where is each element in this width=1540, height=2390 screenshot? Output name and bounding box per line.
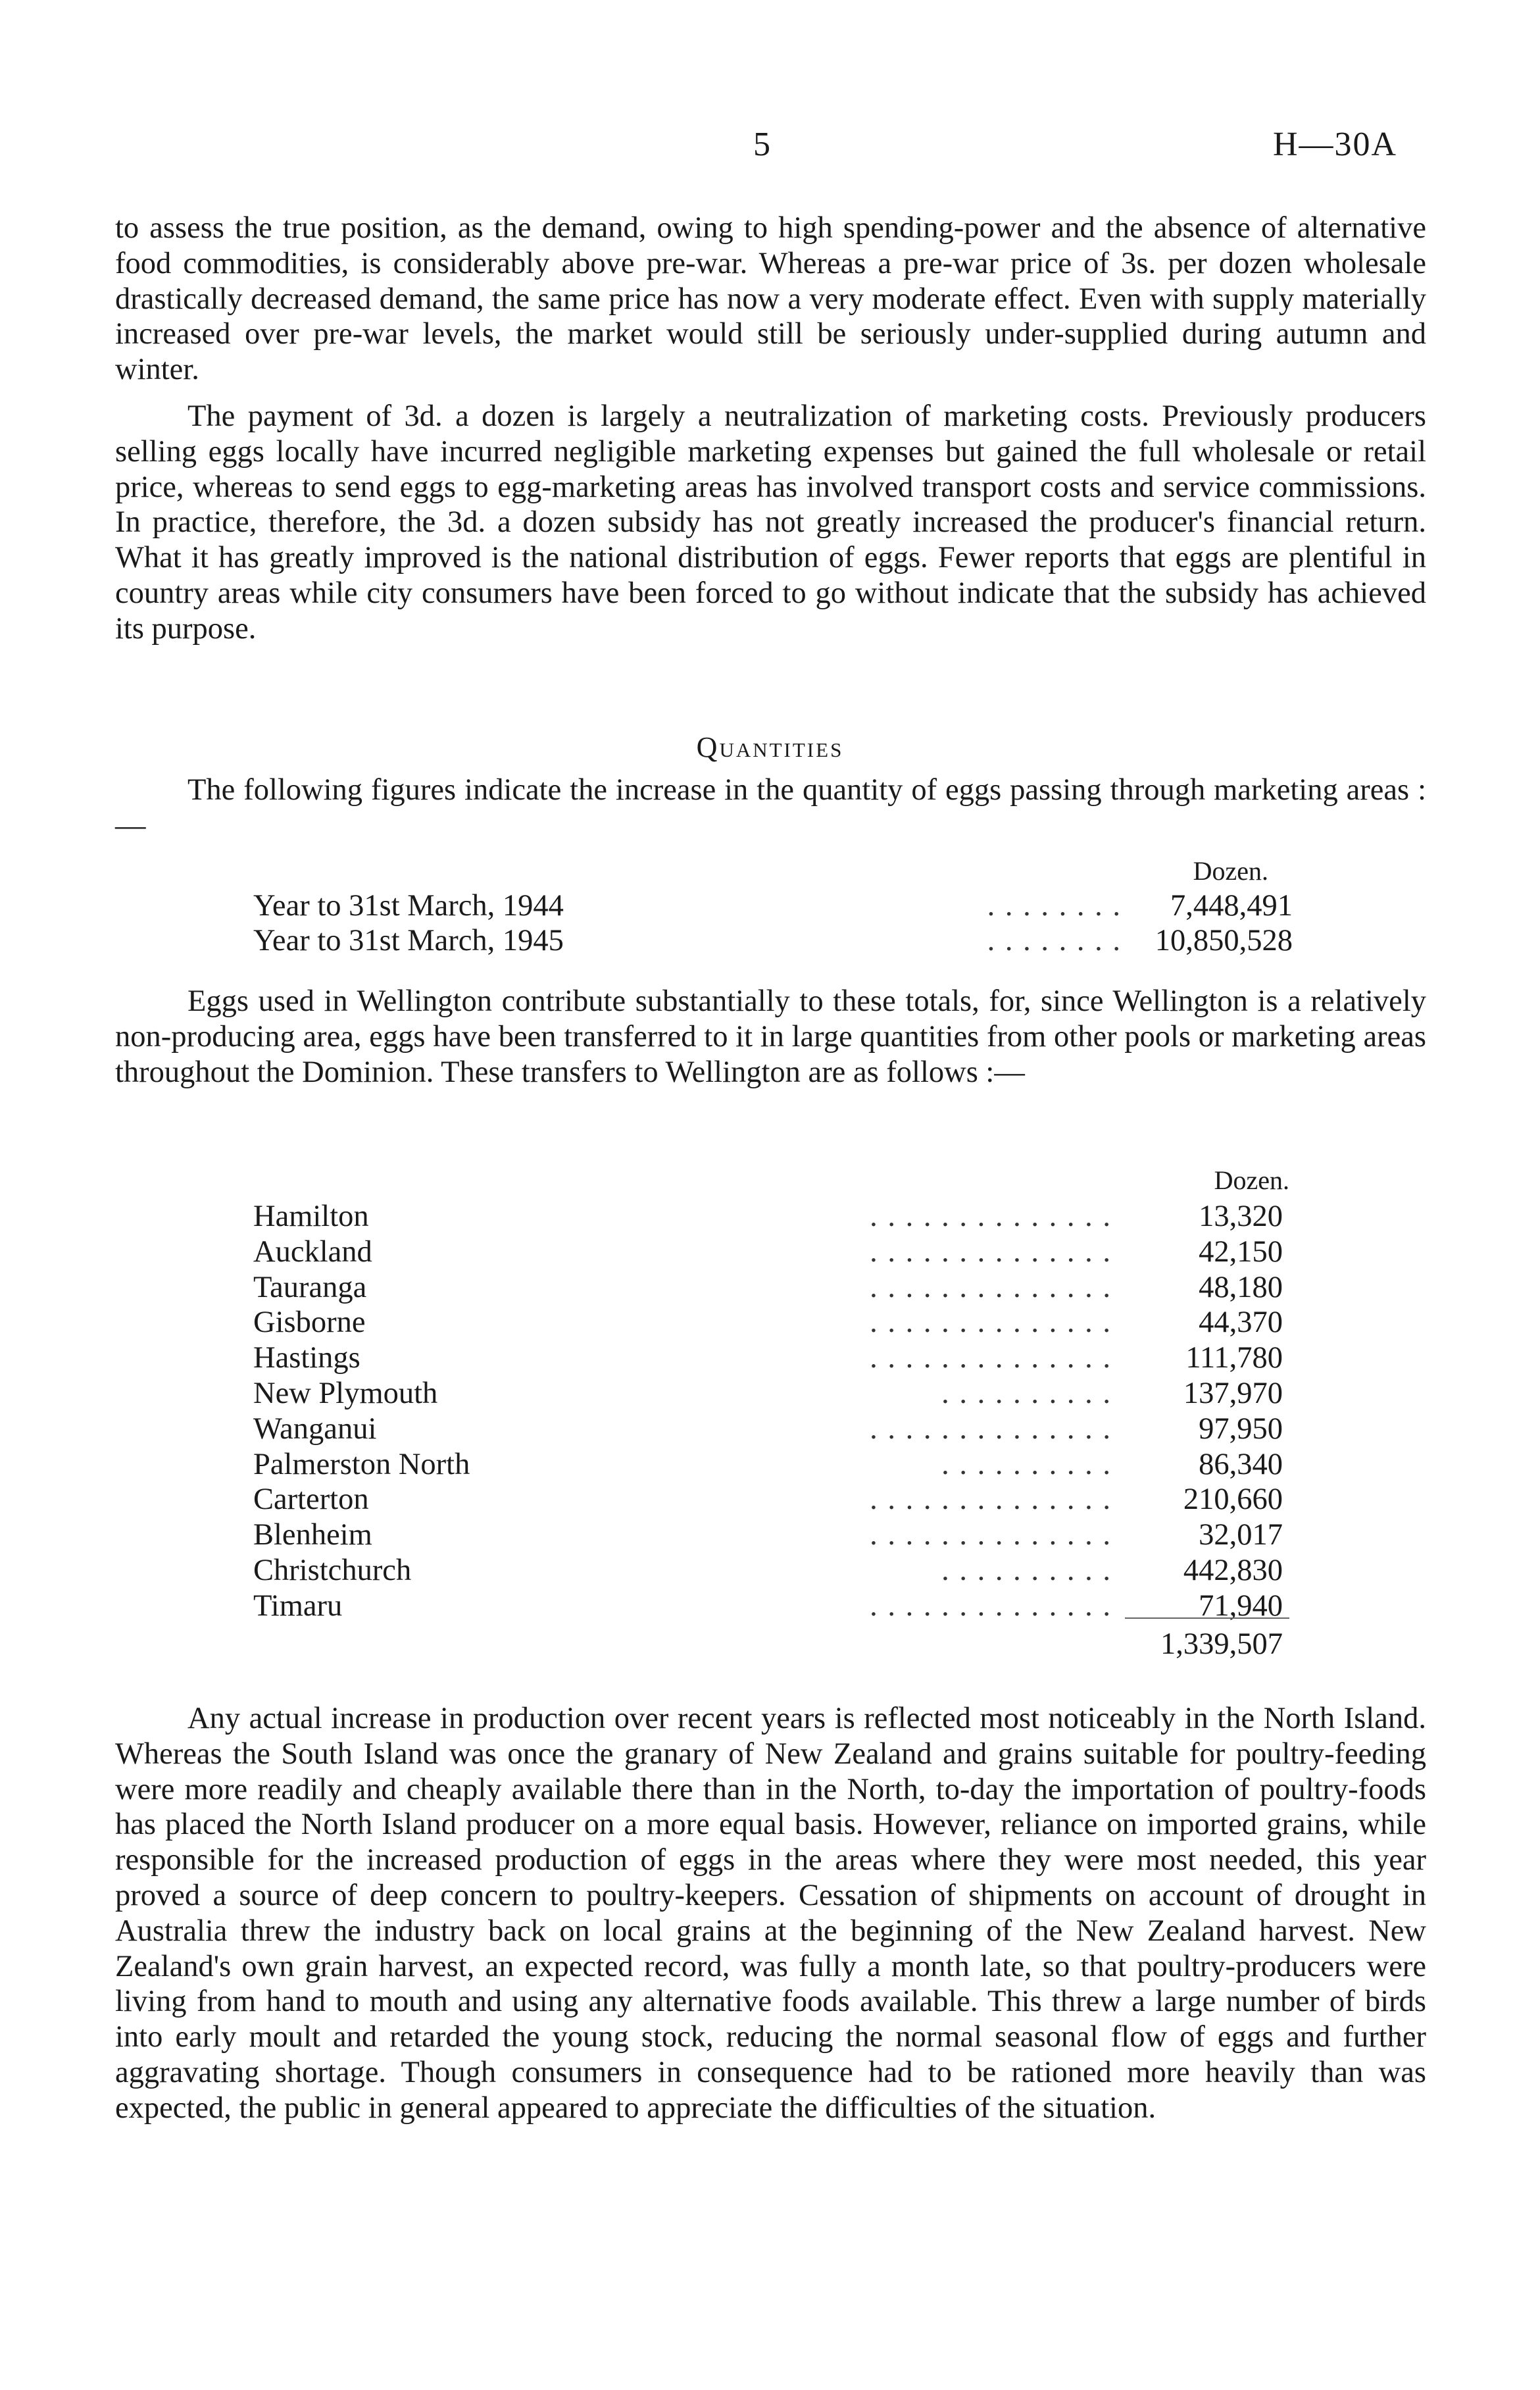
paragraph-demand: to assess the true position, as the demand, owing to high spending-power and the absence of alternative food commodities, is considerably above pre-war. Whereas a pre-war price of 3s. per dozen wholesale drastically decreased demand, the same price has now a very moderate effect. Even with supply materially increased over pre-war levels, the market would still be seriously under-supplied during autumn and winter. (115, 211, 1426, 387)
table-row (253, 1447, 1283, 1483)
paragraph-production: Any actual increase in production over recent years is reflected most noticeably in the North Island. Whereas the South Island was once the granary of New Zealand and grains suitable for poultry-feeding were more readily and cheaply available there than in the North, to-day the importation of poultry-foods has placed the North Island producer on a more equal basis. However, reliance on imported grains, while responsible for the increased production of eggs in the areas where they were most needed, this year proved a source of deep concern to poultry-keepers. Cessation of shipments on account of drought in Australia threw the industry back on local grains at the beginning of the New Zealand harvest. New Zealand's own grain harvest, an expected record, was fully a month late, so that poultry-producers were living from hand to mouth and using any alternative foods available. This threw a large number of birds into early moult and retarded the young stock, reducing the normal seasonal flow of eggs and further aggravating shortage. Though consumers in consequence had to be rationed more heavily than was expected, the public in general appeared to appreciate the difficulties of the situation. (115, 1702, 1426, 2125)
table-row (253, 923, 1293, 959)
leader-dots: . . . . . . . . . . (941, 1377, 1112, 1410)
row-value: 32,017 (1199, 1518, 1283, 1552)
leader-dots: . . . . . . . . . . . . . . (870, 1518, 1112, 1552)
leader-dots: . . . . . . . . . . . . . . (870, 1200, 1112, 1233)
table-row (253, 1517, 1283, 1553)
row-label: Year to 31st March, 1945 (253, 924, 564, 957)
row-label: Christchurch (253, 1554, 412, 1587)
report-code: H—30A (1273, 126, 1398, 163)
row-value: 7,448,491 (1170, 889, 1293, 923)
table-row (253, 1376, 1283, 1411)
table-row (253, 1234, 1283, 1270)
leader-dots: . . . . . . . . . . (941, 1447, 1112, 1481)
leader-dots: . . . . . . . . . . . . . . (870, 1341, 1112, 1375)
row-value: 48,180 (1199, 1270, 1283, 1304)
row-label: Blenheim (253, 1518, 372, 1552)
section-heading-quantities: Quantities (696, 731, 844, 763)
table-row (253, 1340, 1283, 1376)
leader-dots: . . . . . . . . . . (941, 1554, 1112, 1587)
row-value: 86,340 (1199, 1447, 1283, 1481)
row-value: 71,940 (1199, 1589, 1283, 1623)
table-row (253, 1411, 1283, 1447)
table-row (253, 1270, 1283, 1306)
leader-dots: . . . . . . . . (987, 924, 1122, 957)
row-value: 442,830 (1183, 1554, 1283, 1587)
row-value: 42,150 (1199, 1234, 1283, 1269)
row-label: Tauranga (253, 1270, 367, 1304)
row-value: 10,850,528 (1155, 924, 1293, 957)
leader-dots: . . . . . . . . . . . . . . (870, 1483, 1112, 1517)
table-row (253, 1553, 1283, 1589)
table-row (253, 888, 1293, 924)
row-value: 137,970 (1183, 1377, 1283, 1410)
transfers-unit-label: Dozen. (1214, 1165, 1289, 1195)
leader-dots: . . . . . . . . (987, 889, 1122, 923)
table-row (253, 1482, 1283, 1517)
row-label: Year to 31st March, 1944 (253, 889, 564, 923)
row-label: Wanganui (253, 1411, 377, 1446)
row-value: 97,950 (1199, 1411, 1283, 1446)
leader-dots: . . . . . . . . . . . . . . (870, 1306, 1112, 1340)
leader-dots: . . . . . . . . . . . . . . (870, 1411, 1112, 1446)
row-label: Palmerston North (253, 1447, 470, 1481)
row-label: New Plymouth (253, 1377, 438, 1410)
row-value: 44,370 (1199, 1306, 1283, 1340)
row-label: Auckland (253, 1234, 372, 1269)
paragraph-subsidy: The payment of 3d. a dozen is largely a neutralization of marketing costs. Previously producers selling eggs locally have incurred negligible marketing expenses but gained the full wholesale or retail price, whereas to send eggs to egg-marketing areas has involved transport costs and service commissions. In practice, therefore, the 3d. a dozen subsidy has not greatly increased the producer's financial return. What it has greatly improved is the national distribution of eggs. Fewer reports that eggs are plentiful in country areas while city consumers have been forced to go without indicate that the subsidy has achieved its purpose. (115, 399, 1426, 646)
leader-dots: . . . . . . . . . . . . . . (870, 1270, 1112, 1304)
row-label: Gisborne (253, 1306, 366, 1340)
row-value: 13,320 (1199, 1200, 1283, 1233)
transfers-total: 1,339,507 (1160, 1627, 1283, 1661)
leader-dots: . . . . . . . . . . . . . . (870, 1589, 1112, 1623)
table-row (253, 1305, 1283, 1340)
row-value: 210,660 (1183, 1483, 1283, 1517)
leader-dots: . . . . . . . . . . . . . . (870, 1234, 1112, 1269)
paragraph-quantities-intro: The following figures indicate the increase in the quantity of eggs passing through marketing areas :— (115, 773, 1426, 842)
row-label: Carterton (253, 1483, 369, 1517)
yearly-unit-label: Dozen. (1193, 856, 1268, 886)
paragraph-wellington-transfers: Eggs used in Wellington contribute substantially to these totals, for, since Wellington is a relatively non-producing area, eggs have been transferred to it in large quantities from other pools or marketing areas throughout the Dominion. These transfers to Wellington are as follows :— (115, 984, 1426, 1089)
page-number: 5 (753, 126, 770, 163)
row-label: Timaru (253, 1589, 343, 1623)
row-value: 111,780 (1185, 1341, 1283, 1375)
row-label: Hamilton (253, 1200, 369, 1233)
total-rule (1125, 1617, 1289, 1619)
table-row (253, 1199, 1283, 1234)
row-label: Hastings (253, 1341, 360, 1375)
